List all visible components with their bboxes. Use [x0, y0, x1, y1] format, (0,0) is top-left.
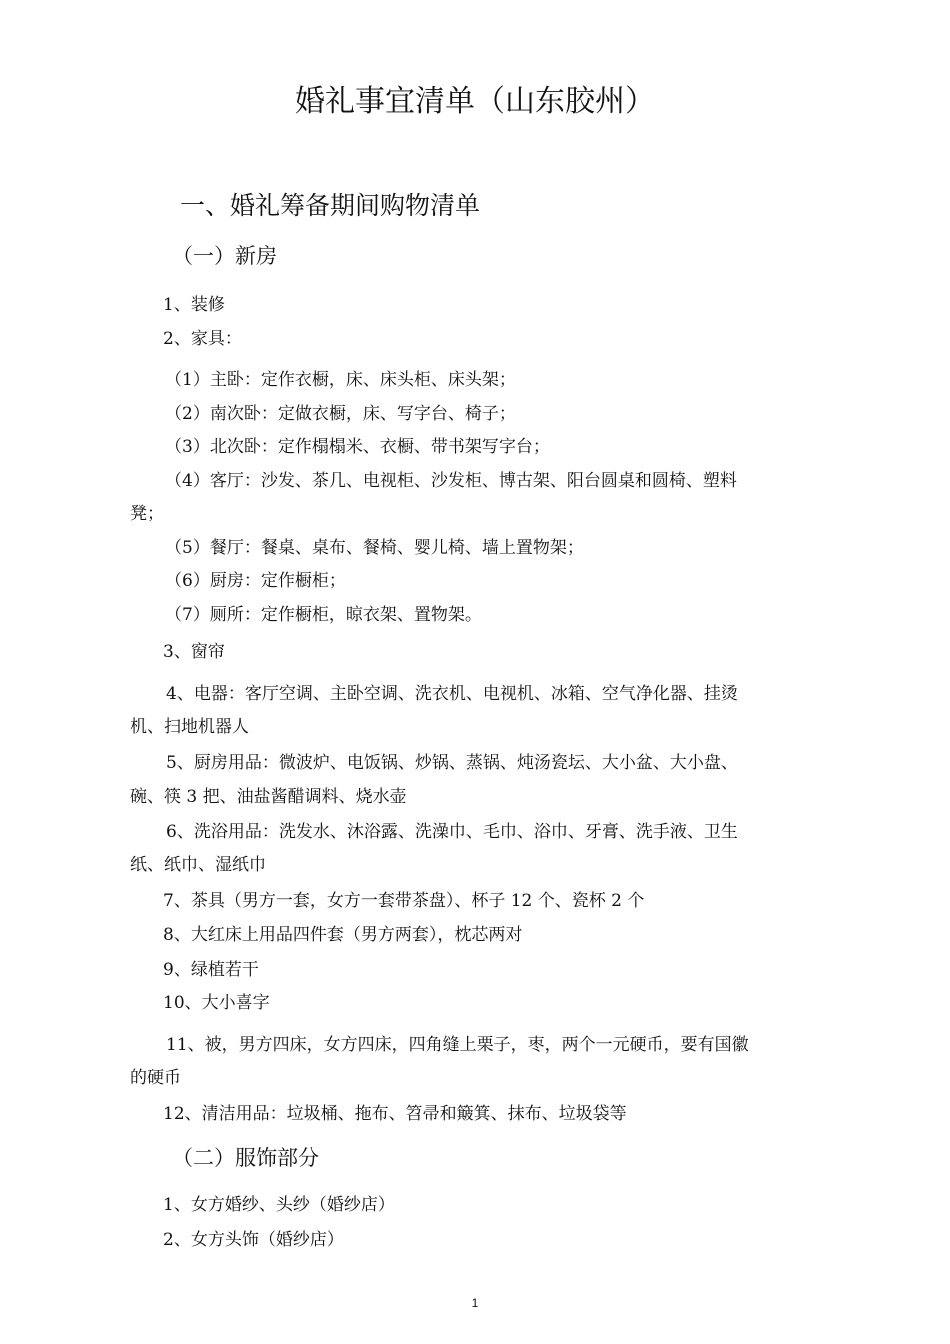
- subsection-heading: （二）服饰部分: [172, 1146, 319, 1170]
- list-item-continuation: 的硬币: [130, 1068, 181, 1088]
- list-item: （2）南次卧：定做衣橱，床、写字台、椅子；: [165, 404, 516, 424]
- list-item: 2、女方头饰（婚纱店）: [163, 1230, 344, 1250]
- list-item: 3、窗帘: [163, 642, 225, 662]
- list-item: 5、厨房用品：微波炉、电饭锅、炒锅、蒸锅、炖汤瓷坛、大小盆、大小盘、: [166, 753, 738, 773]
- list-item: 8、大红床上用品四件套（男方两套），枕芯两对: [163, 925, 523, 945]
- list-item: （1）主卧：定作衣橱，床、床头柜、床头架；: [165, 370, 516, 390]
- list-item: 1、装修: [163, 295, 225, 315]
- list-item: 10、大小喜字: [163, 993, 270, 1013]
- list-item: 9、绿植若干: [163, 960, 259, 980]
- list-item-continuation: 碗、筷 3 把、油盐酱醋调料、烧水壶: [130, 787, 407, 807]
- list-item: 6、洗浴用品：洗发水、沐浴露、洗澡巾、毛巾、浴巾、牙膏、洗手液、卫生: [166, 822, 738, 842]
- list-item: （3）北次卧：定作榻榻米、衣橱、带书架写字台；: [165, 437, 550, 457]
- section-heading: 一、婚礼筹备期间购物清单: [180, 191, 481, 220]
- list-item-continuation: 纸、纸巾、湿纸巾: [130, 855, 266, 875]
- document-title: 婚礼事宜清单（山东胶州）: [295, 84, 655, 119]
- list-item: （4）客厅：沙发、茶几、电视柜、沙发柜、博古架、阳台圆桌和圆椅、塑料: [165, 471, 737, 491]
- list-item: 4、电器：客厅空调、主卧空调、洗衣机、电视机、冰箱、空气净化器、挂烫: [166, 684, 738, 704]
- list-item: 1、女方婚纱、头纱（婚纱店）: [163, 1195, 395, 1215]
- list-item: 2、家具：: [163, 329, 242, 349]
- list-item: （5）餐厅：餐桌、桌布、餐椅、婴儿椅、墙上置物架；: [165, 538, 584, 558]
- page-number: 1: [471, 1296, 479, 1310]
- list-item: 11、被，男方四床，女方四床，四角缝上栗子，枣，两个一元硬币，要有国徽: [166, 1035, 749, 1055]
- list-item: （7）厕所：定作橱柜，晾衣架、置物架。: [165, 605, 482, 625]
- list-item: （6）厨房：定作橱柜；: [165, 571, 346, 591]
- list-item-continuation: 凳；: [130, 504, 164, 524]
- subsection-heading: （一）新房: [172, 244, 277, 268]
- list-item: 7、茶具（男方一套，女方一套带茶盘）、杯子 12 个、瓷杯 2 个: [163, 891, 645, 911]
- list-item: 12、清洁用品：垃圾桶、拖布、笤帚和簸箕、抹布、垃圾袋等: [163, 1104, 627, 1124]
- list-item-continuation: 机、扫地机器人: [130, 717, 249, 737]
